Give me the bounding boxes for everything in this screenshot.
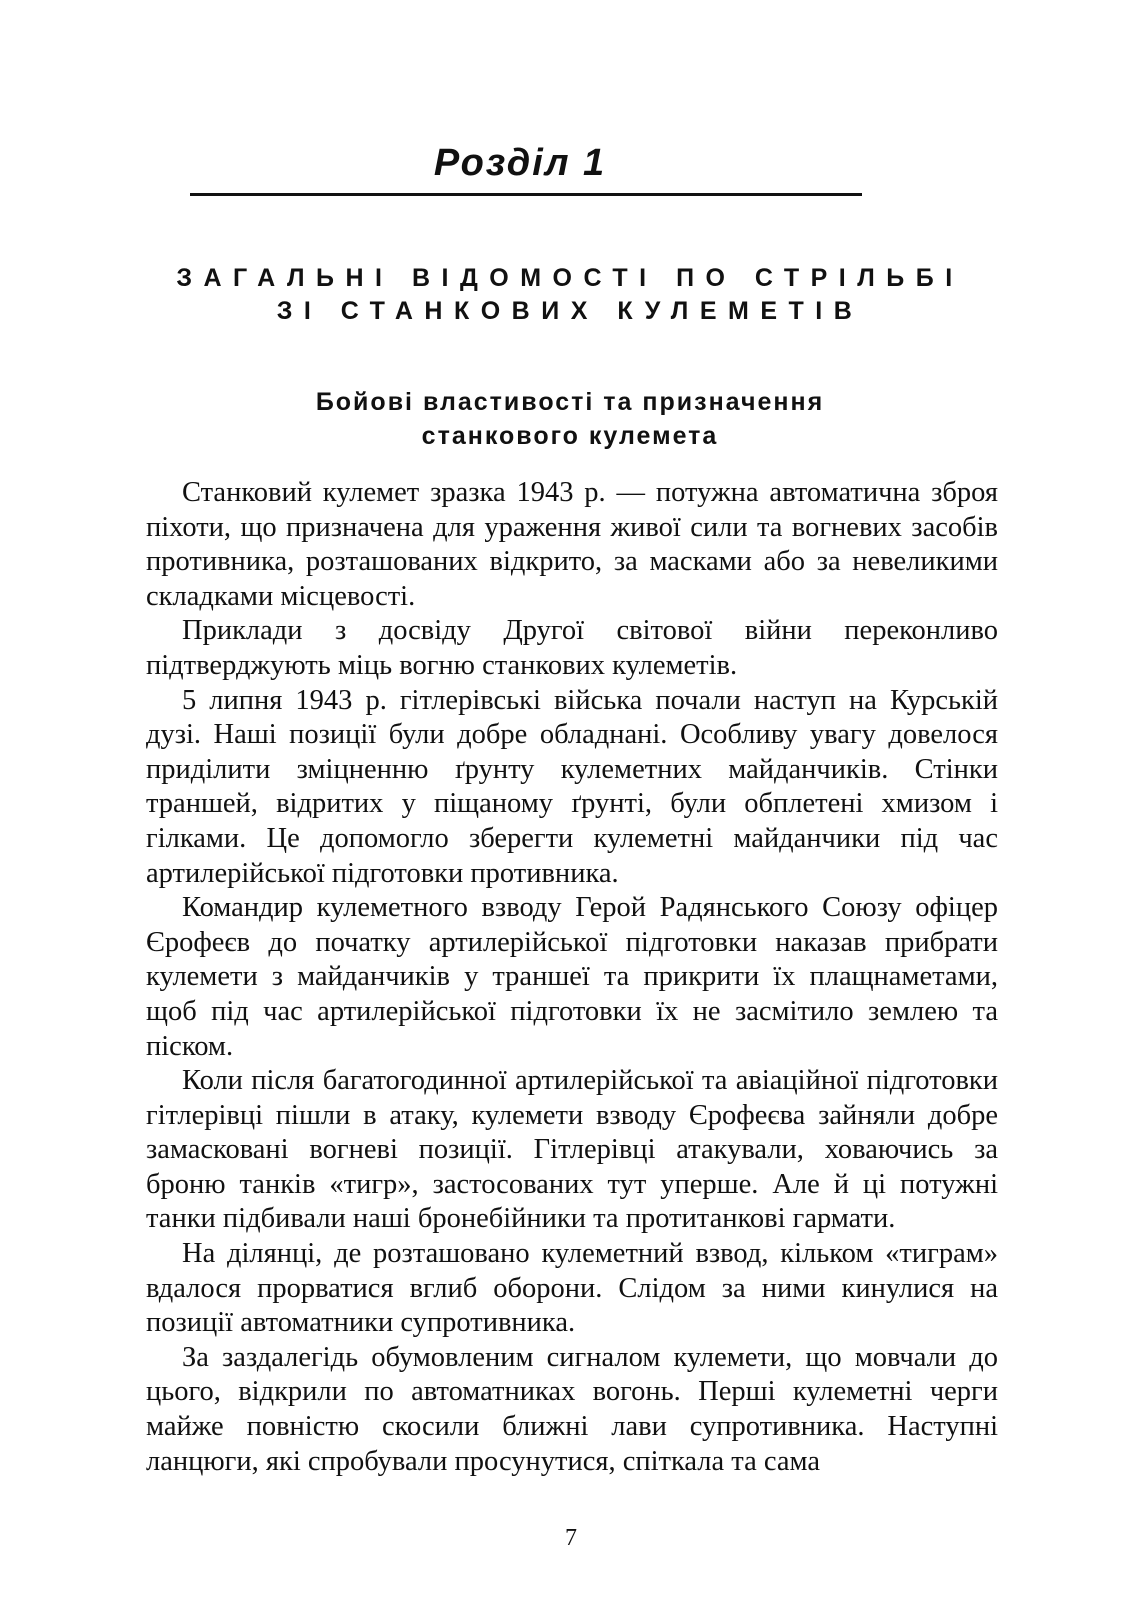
paragraph: Коли після багатогодинної артилерійської та авіаційної підготовки гітлерівці пішли в атаку, кулемети взводу Єрофеєва зайняли добре замасковані вогневі позиції. Гітлерівці атакували, ховаючись за броню танків «тигр», застосованих тут уперше. Але й ці потужні танки підбивали наші бронебійники та протитанкові гармати. xyxy=(146,1065,998,1235)
paragraph: Станковий кулемет зразка 1943 р. — потужна автоматична зброя піхоти, що призначена для ураження живої сили та вогневих засобів противника, розташованих відкрито, за масками або за невеликими складками місцевості. xyxy=(146,477,998,612)
paragraph: За заздалегідь обумовленим сигналом кулемети, що мовчали до цього, відкрили по автоматниках вогонь. Перші кулеметні черги майже повністю скосили ближні лави супротивника. Наступні ланцюги, які спробували просунутися, спіткала та сама xyxy=(146,1341,998,1477)
subsection-heading-line-2: станкового кулемета xyxy=(421,422,719,450)
section-heading-line-2: ЗІ СТАНКОВИХ КУЛЕМЕТІВ xyxy=(276,297,864,325)
chapter-title-underline xyxy=(190,193,862,196)
paragraph: 5 липня 1943 р. гітлерівські війська почали наступ на Курській дузі. Наші позиції були добре обладнані. Особливу увагу довелося приділити зміцненню ґрунту кулеметних майданчиків. Стінки траншей, відритих у піщаному ґрунті, були обплетені хмизом і гілками. Це допомогло зберегти кулеметні майданчики під час артилерійської підготовки противника. xyxy=(146,684,998,889)
section-heading-line-1: ЗАГАЛЬНІ ВІДОМОСТІ ПО СТРІЛЬБІ xyxy=(176,264,964,292)
paragraph: На ділянці, де розташовано кулеметний взвод, кільком «тиграм» вдалося прорватися вглиб оборони. Слідом за ними кинулися на позиції автоматники супротивника. xyxy=(146,1238,998,1339)
subsection-heading xyxy=(150,385,990,453)
section-heading xyxy=(130,262,1010,328)
page-number: 7 xyxy=(565,1525,577,1551)
chapter-title: Розділ 1 xyxy=(433,142,607,184)
body-text xyxy=(146,476,998,1479)
paragraph: Командир кулеметного взводу Герой Радянського Союзу офіцер Єрофеєв до початку артилерійської підготовки наказав прибрати кулемети з майданчиків у траншеї та прикрити їх плащнаметами, щоб під час артилерійської підготовки їх не засмітило землею та піском. xyxy=(146,892,998,1062)
paragraph: Приклади з досвіду Другої світової війни переконливо підтверджують міць вогню станкових кулеметів. xyxy=(146,615,998,681)
subsection-heading-line-1: Бойові властивості та призначення xyxy=(315,388,825,416)
